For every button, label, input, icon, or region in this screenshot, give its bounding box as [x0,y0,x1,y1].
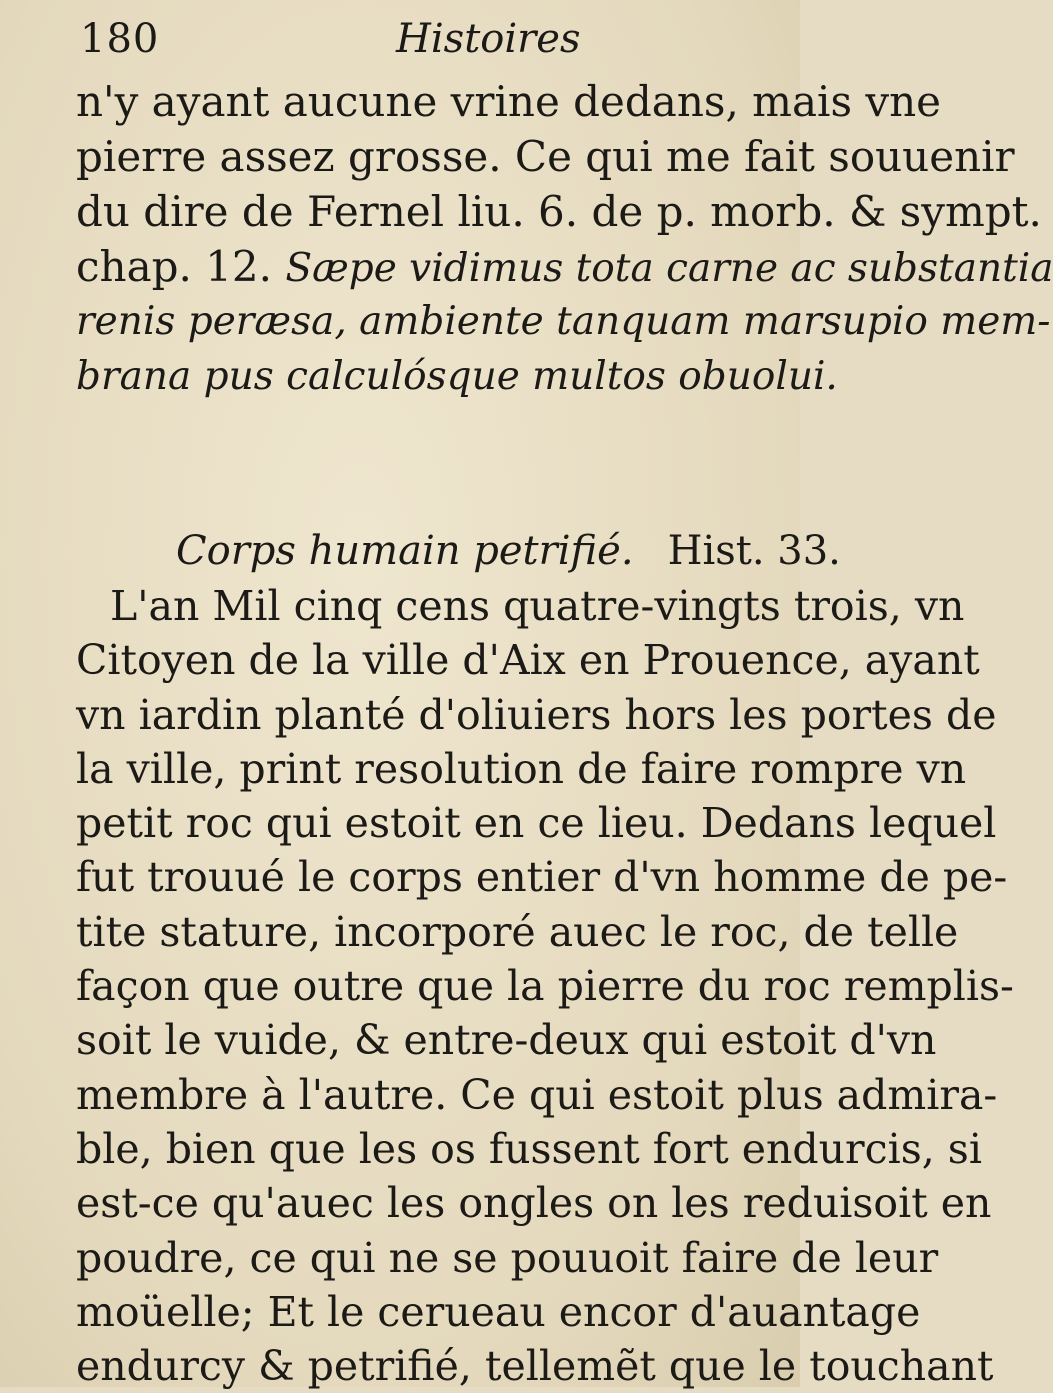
section-number: Hist. 33. [667,528,841,574]
text-line: membre à l'autre. Ce qui estoit plus admira- [76,1070,998,1119]
text-line: est-ce qu'auec les ongles on les reduisoit en [76,1179,992,1228]
text-line: moüelle; Et le cerueau encor d'auantage [76,1287,921,1336]
running-head: Histoires [396,16,581,62]
text-line: pierre assez grosse. Ce qui me fait souuenir [76,132,1015,181]
page-number: 180 [80,16,160,62]
page-header [0,10,800,70]
text-line-with-latin [76,239,1053,294]
text-line: chap. 12. [76,242,272,291]
text-line: tite stature, incorporé auec le roc, de telle [76,907,959,956]
text-line: vn iardin planté d'oliuiers hors les portes de [76,690,997,739]
text-line: L'an Mil cinq cens quatre-vingts trois, vn [110,582,965,630]
text-line: soit le vuide, & entre-deux qui estoit d'vn [76,1016,937,1065]
text-line: ble, bien que les os fussent fort endurcis, si [76,1124,982,1173]
text-line: du dire de Fernel liu. 6. de p. morb. & sympt. [76,187,1042,236]
text-line: poudre, ce qui ne se pouuoit faire de leur [76,1233,939,1282]
section-heading [76,516,841,586]
paragraph [76,579,1014,1393]
text-line: façon que outre que la pierre du roc remplis- [76,962,1014,1011]
text-line: petit roc qui estoit en ce lieu. Dedans lequel [76,799,997,848]
latin-quote-line: brana pus calculósque multos obuolui. [76,354,838,399]
text-line: n'y ayant aucune vrine dedans, mais vne [76,77,941,126]
text-block [76,74,1053,1391]
text-line: la ville, print resolution de faire rompre vn [76,744,967,793]
text-line: endurcy & petrifié, tellemẽt que le touchant [76,1342,994,1391]
text-line: Citoyen de la ville d'Aix en Prouence, ayant [76,636,980,685]
latin-quote-line: renis peræsa, ambiente tanquam marsupio mem- [76,299,1051,344]
text-line: fut trouué le corps entier d'vn homme de pe- [76,853,1008,902]
section-title: Corps humain petrifié. [176,528,634,574]
latin-quote-start: Sæpe vidimus tota carne ac substantia [285,246,1053,291]
